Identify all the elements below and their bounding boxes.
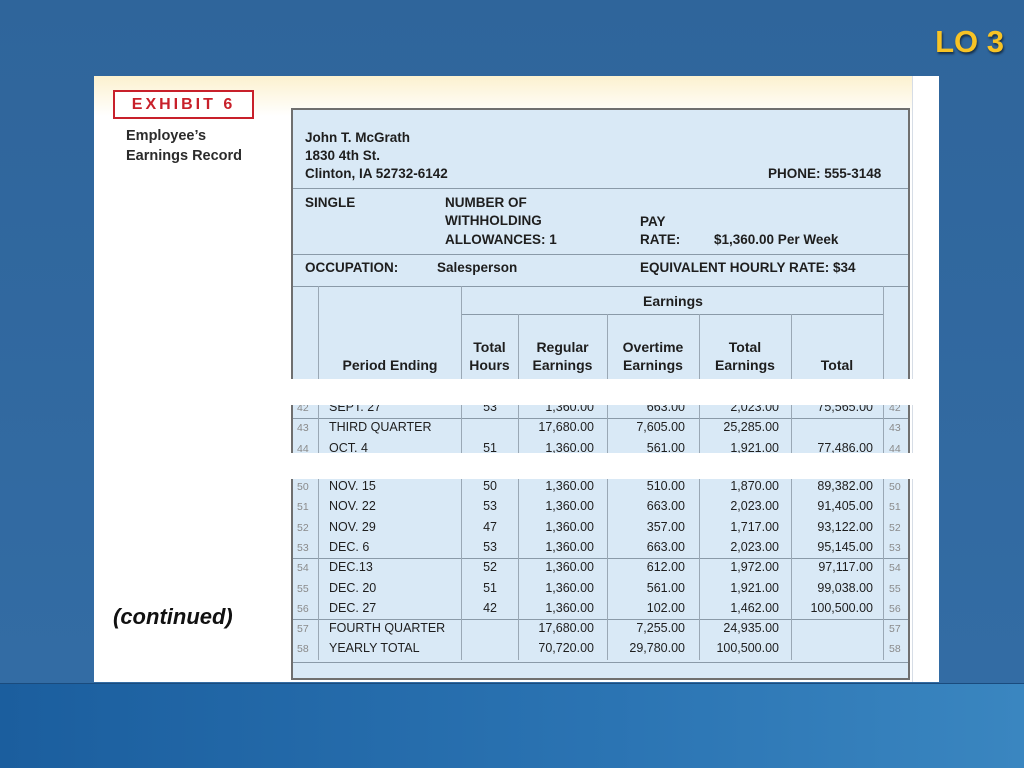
cell-overtime: 357.00 (646, 519, 685, 534)
cell-period: YEARLY TOTAL (329, 641, 420, 656)
column-divider (518, 471, 519, 660)
table-row (293, 538, 908, 558)
cell-period: NOV. 15 (329, 479, 376, 493)
row-divider (293, 418, 908, 419)
cell-total: 1,462.00 (730, 600, 779, 615)
row-number-left: 53 (297, 541, 309, 554)
cell-hours: 51 (483, 440, 497, 455)
cell-total: 2,023.00 (730, 539, 779, 554)
divider (293, 188, 908, 189)
col-regular-earnings (518, 338, 607, 374)
cell-regular: 1,360.00 (545, 519, 594, 534)
table-row (293, 639, 908, 659)
column-divider (791, 471, 792, 660)
employee-city: Clinton, IA 52732-6142 (305, 166, 448, 181)
divider (791, 314, 792, 382)
row-number-right: 53 (889, 541, 901, 554)
col-total-earnings-line2: Earnings (715, 357, 775, 373)
col-cumulative-total: Total (820, 357, 854, 373)
row-number-left: 58 (297, 643, 309, 656)
cell-cumulative: 91,405.00 (817, 499, 873, 514)
cell-regular: 1,360.00 (545, 600, 594, 615)
cell-period: NOV. 22 (329, 499, 376, 514)
column-divider (461, 471, 462, 660)
table-row (293, 518, 908, 538)
occupation-label: OCCUPATION: (305, 260, 399, 275)
cell-period: DEC. 20 (329, 580, 377, 595)
row-number-right: 55 (889, 582, 901, 595)
cell-total: 100,500.00 (716, 641, 779, 656)
divider (461, 286, 462, 382)
slide-footer-band (0, 683, 1024, 768)
marital-status: SINGLE (305, 195, 356, 210)
col-total-earnings (699, 338, 791, 374)
continued-note: (continued) (113, 604, 233, 629)
cell-period: SEPT. 27 (329, 400, 382, 414)
exhibit-caption-line1: Employee’s (126, 128, 207, 144)
cell-total: 1,921.00 (730, 440, 779, 455)
cell-hours: 52 (483, 560, 497, 575)
col-total-hours-line1: Total (473, 339, 506, 355)
col-overtime-line1: Overtime (622, 339, 684, 355)
cell-total: 25,285.00 (723, 420, 779, 435)
cell-total: 2,023.00 (730, 499, 779, 514)
table-bottom-divider (293, 662, 908, 663)
divider (699, 314, 700, 382)
cell-overtime: 510.00 (646, 479, 685, 493)
row-number-right: 42 (889, 402, 901, 414)
cell-regular: 17,680.00 (538, 420, 594, 435)
col-overtime-earnings (607, 338, 699, 374)
table-row (293, 477, 908, 497)
row-number-right: 50 (889, 481, 901, 493)
row-number-right: 43 (889, 422, 901, 435)
withholding-line3: ALLOWANCES: 1 (445, 232, 557, 247)
cell-cumulative: 100,500.00 (810, 600, 873, 615)
exhibit-label: EXHIBIT 6 (131, 95, 236, 113)
cell-hours: 53 (483, 400, 497, 414)
cell-overtime: 663.00 (646, 539, 685, 554)
withholding-line1: NUMBER OF (445, 195, 527, 210)
cell-overtime: 561.00 (646, 440, 685, 455)
row-divider (293, 558, 908, 559)
col-total-hours (461, 338, 518, 374)
cell-overtime: 29,780.00 (629, 641, 685, 656)
row-divider (293, 619, 908, 620)
cell-regular: 1,360.00 (545, 400, 594, 414)
cell-hours: 42 (483, 600, 497, 615)
cell-cumulative: 97,117.00 (818, 560, 873, 575)
col-period-ending: Period Ending (342, 357, 438, 373)
row-number-left: 51 (297, 501, 309, 514)
row-number-right: 44 (889, 442, 901, 455)
pay-rate-label1: PAY (640, 214, 666, 229)
divider (293, 286, 908, 287)
cell-total: 1,972.00 (730, 560, 779, 575)
cell-period: OCT. 4 (329, 440, 368, 455)
earnings-group-header: Earnings (643, 293, 703, 309)
divider (607, 314, 608, 382)
cell-overtime: 663.00 (646, 400, 685, 414)
divider (461, 314, 883, 315)
divider (518, 314, 519, 382)
table-row (293, 418, 908, 438)
cell-period: FOURTH QUARTER (329, 621, 446, 636)
cell-total: 1,921.00 (730, 580, 779, 595)
row-number-left: 52 (297, 521, 309, 534)
exhibit-caption (126, 126, 276, 166)
cell-hours: 53 (483, 499, 497, 514)
cell-cumulative: 93,122.00 (817, 519, 873, 534)
column-divider (699, 471, 700, 660)
cell-total: 24,935.00 (723, 621, 779, 636)
cell-overtime: 7,255.00 (636, 621, 685, 636)
cell-regular: 1,360.00 (545, 479, 594, 493)
cell-cumulative: 89,382.00 (817, 479, 873, 493)
column-divider (607, 471, 608, 660)
employee-phone: PHONE: 555-3148 (768, 166, 882, 181)
col-total-earnings-line1: Total (728, 339, 762, 355)
cell-period: NOV. 29 (329, 519, 376, 534)
col-regular-line1: Regular (536, 339, 589, 355)
row-number-right: 57 (889, 623, 901, 636)
cell-regular: 70,720.00 (538, 641, 594, 656)
cell-regular: 17,680.00 (538, 621, 594, 636)
cell-period: THIRD QUARTER (329, 420, 432, 435)
pay-rate-value: $1,360.00 Per Week (714, 232, 839, 247)
divider (318, 286, 319, 382)
table-row (293, 579, 908, 599)
row-number-left: 54 (297, 562, 309, 575)
row-number-left: 55 (297, 582, 309, 595)
row-number-right: 56 (889, 602, 901, 615)
row-number-right: 51 (889, 501, 901, 514)
cell-hours: 53 (483, 539, 497, 554)
cell-overtime: 561.00 (646, 580, 685, 595)
exhibit-badge (113, 90, 254, 119)
row-number-left: 43 (297, 422, 309, 435)
pay-rate-label2: RATE: (640, 232, 681, 247)
row-number-left: 42 (297, 402, 309, 414)
row-number-right: 58 (889, 643, 901, 656)
exhibit-caption-line2: Earnings Record (126, 148, 243, 164)
divider (293, 254, 908, 255)
cell-cumulative: 95,145.00 (817, 539, 873, 554)
divider (883, 286, 884, 382)
table-row (293, 599, 908, 619)
cell-overtime: 102.00 (646, 600, 685, 615)
cell-hours: 47 (483, 519, 497, 534)
row-number-right: 52 (889, 521, 901, 534)
column-divider (883, 471, 884, 660)
table-row (293, 619, 908, 639)
cell-overtime: 7,605.00 (636, 420, 685, 435)
cell-cumulative: 99,038.00 (817, 580, 873, 595)
cell-period: DEC.13 (329, 560, 373, 575)
cell-overtime: 663.00 (646, 499, 685, 514)
col-total-hours-line2: Hours (469, 357, 510, 373)
cell-period: DEC. 27 (329, 600, 377, 615)
row-number-left: 50 (297, 481, 309, 493)
occupation-value: Salesperson (437, 260, 518, 275)
cell-regular: 1,360.00 (545, 499, 594, 514)
cell-hours: 50 (483, 479, 497, 493)
cell-total: 1,870.00 (730, 479, 779, 493)
table-row (293, 558, 908, 578)
column-divider (318, 471, 319, 660)
cell-total: 1,717.00 (730, 519, 779, 534)
torn-break-middle (287, 453, 915, 479)
cell-regular: 1,360.00 (545, 560, 594, 575)
cell-regular: 1,360.00 (545, 539, 594, 554)
page-edge (912, 76, 939, 682)
torn-break-top (287, 379, 915, 405)
learning-objective-label: LO 3 (935, 24, 1004, 59)
row-number-right: 54 (889, 562, 901, 575)
row-number-left: 44 (297, 442, 309, 455)
cell-period: DEC. 6 (329, 539, 370, 554)
employee-street: 1830 4th St. (305, 148, 381, 163)
table-row (293, 497, 908, 517)
cell-overtime: 612.00 (646, 560, 685, 575)
cell-cumulative: 75,565.00 (817, 400, 873, 414)
row-number-left: 57 (297, 623, 309, 636)
employee-name: John T. McGrath (305, 130, 411, 145)
cell-regular: 1,360.00 (545, 440, 594, 455)
cell-total: 2,023.00 (730, 400, 779, 414)
col-overtime-line2: Earnings (623, 357, 683, 373)
row-number-left: 56 (297, 602, 309, 615)
cell-hours: 51 (483, 580, 497, 595)
cell-cumulative: 77,486.00 (817, 440, 873, 455)
withholding-line2: WITHHOLDING (445, 213, 542, 228)
col-regular-line2: Earnings (532, 357, 593, 373)
cell-regular: 1,360.00 (545, 580, 594, 595)
equivalent-hourly-rate: EQUIVALENT HOURLY RATE: $34 (640, 260, 856, 275)
